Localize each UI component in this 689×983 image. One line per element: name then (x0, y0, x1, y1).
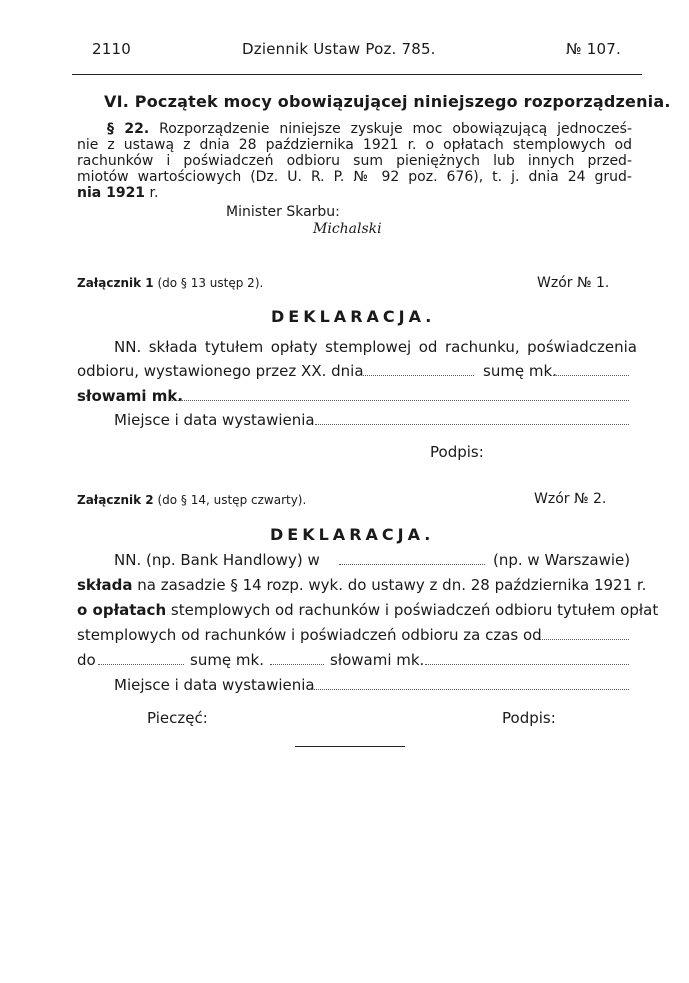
paragraph-line-2: nie z ustawą z dnia 28 października 1921 r. o opłatach stemplowych od (77, 137, 632, 153)
annex2-title: DEKLARACJA. (270, 525, 435, 544)
signer-name: Michalski (313, 221, 382, 237)
annex1-line-4: Miejsce i data wystawienia (114, 411, 315, 429)
page-number: 2110 (92, 40, 131, 58)
annex1-line-1: NN. składa tytułem opłaty stemplowej od rachunku, poświadczenia (114, 338, 637, 356)
annex2-period-from-field (538, 639, 629, 640)
header-rule (72, 74, 642, 75)
annex2-amount-field (270, 664, 324, 665)
paragraph-text-1: Rozporządzenie niniejsze zyskuje moc obowiązującą jednocześ- (159, 121, 632, 137)
paragraph-date-bold: nia 1921 (77, 185, 146, 201)
annex2-period-to-field (98, 664, 184, 665)
annex2-label-rest: (do § 14, ustęp czwarty). (157, 493, 307, 507)
annex1-title: DEKLARACJA. (271, 307, 436, 326)
annex2-signature: Podpis: (502, 709, 556, 727)
annex1-line-2b: sumę mk. (483, 362, 557, 380)
annex1-amount-field (553, 375, 629, 376)
paragraph-date-rest: r. (145, 185, 159, 201)
paragraph-line-3: rachunków i poświadczeń odbioru sum pieniężnych lub innych przed- (77, 153, 632, 169)
annex2-label (77, 493, 306, 507)
annex2-line-3-bold: o opłatach (77, 601, 167, 619)
annex1-label (77, 276, 263, 290)
annex1-label-bold: Załącznik 1 (77, 276, 154, 290)
annex2-line-5c: słowami mk. (330, 651, 425, 669)
annex2-line-6: Miejsce i data wystawienia (114, 676, 315, 694)
annex1-wzor: Wzór № 1. (537, 275, 610, 291)
annex1-line-2a: odbioru, wystawionego przez XX. dnia (77, 362, 364, 380)
annex1-words-field (168, 400, 629, 401)
issue-number: № 107. (566, 40, 621, 58)
paragraph-line-5 (77, 185, 632, 201)
paragraph-label: § 22. (107, 121, 150, 137)
annex1-label-rest: (do § 13 ustęp 2). (157, 276, 264, 290)
annex2-label-bold: Załącznik 2 (77, 493, 154, 507)
annex2-line-2-rest: na zasadzie § 14 rozp. wyk. do ustawy z dn. 28 października 1921 r. (137, 576, 647, 594)
annex1-date-field (358, 375, 474, 376)
annex2-line-4: stemplowych od rachunków i poświadczeń odbioru za czas od (77, 626, 542, 644)
annex2-line-3-rest: stemplowych od rachunków i poświadczeń odbioru tytułem opłat (170, 601, 659, 619)
annex2-line-5b: sumę mk. (190, 651, 264, 669)
annex2-wzor: Wzór № 2. (534, 491, 607, 507)
annex2-seal: Pieczęć: (147, 709, 208, 727)
annex1-signature: Podpis: (430, 443, 484, 461)
annex1-line-3: słowami mk. (77, 387, 184, 405)
annex2-line-5a: do (77, 651, 96, 669)
paragraph-line-1 (77, 121, 632, 137)
annex2-line-1b: (np. w Warszawie) (493, 551, 631, 569)
closing-rule (295, 746, 405, 747)
signer-title: Minister Skarbu: (226, 204, 340, 220)
annex2-words-field (425, 664, 629, 665)
annex2-bank-city-field (339, 564, 485, 565)
journal-reference: Dziennik Ustaw Poz. 785. (242, 40, 436, 58)
annex2-line-1a: NN. (np. Bank Handlowy) w (114, 551, 320, 569)
paragraph-line-4: miotów wartościowych (Dz. U. R. P. № 92 poz. 676), t. j. dnia 24 grud- (77, 169, 632, 185)
annex1-place-date-field (315, 424, 629, 425)
annex2-line-3 (77, 601, 659, 619)
annex2-line-2 (77, 576, 647, 594)
section-title: VI. Początek mocy obowiązującej niniejszego rozporządzenia. (104, 92, 671, 111)
annex2-line-2-bold: składa (77, 576, 133, 594)
annex2-place-date-field (311, 689, 629, 690)
